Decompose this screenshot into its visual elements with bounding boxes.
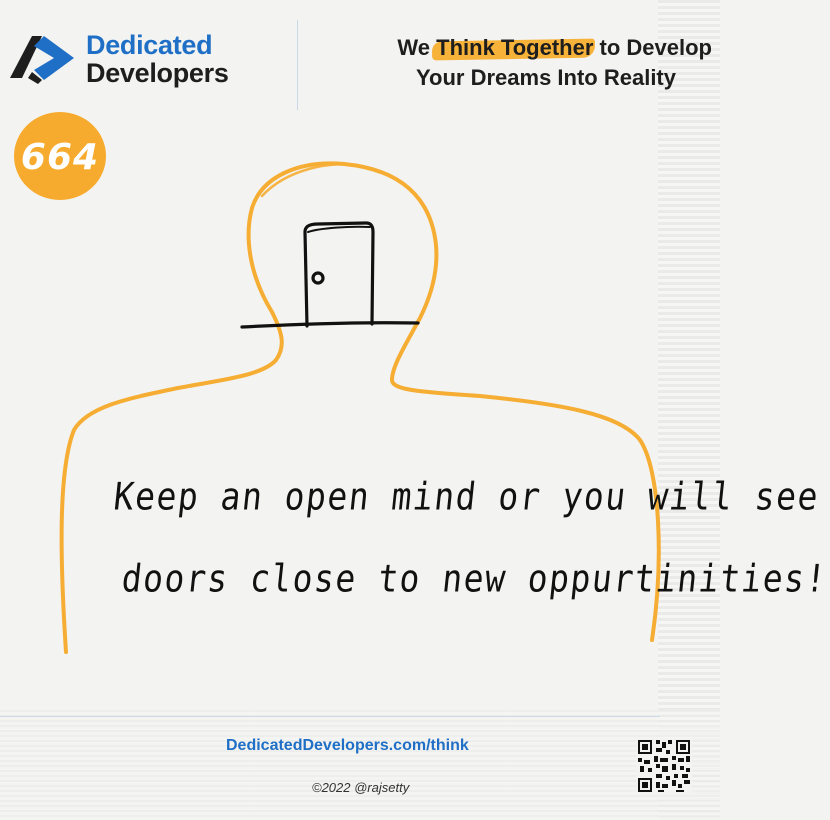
copyright-text: ©2022 @rajsetty [312,780,410,795]
tagline-pre: We [397,35,431,60]
footer-url-link[interactable]: DedicatedDevelopers.com/think [226,737,469,754]
brand-name-line1: Dedicated [86,30,213,60]
door-knob-icon [313,273,323,283]
tagline-line2: Your Dreams Into Reality [416,65,676,90]
ground-line [242,323,418,327]
brand-name-line2: Developers [86,58,229,88]
qr-code-icon[interactable] [636,738,692,794]
napkin-texture-bottom [0,710,720,820]
quote-line1: Keep an open mind or you will see [111,474,822,519]
issue-number: 664 [20,136,100,178]
footer-divider [0,716,660,717]
quote-line2: doors close to new oppurtinities! [119,556,830,601]
tagline-post: to Develop [599,35,712,60]
tagline-highlight: Think Together [436,33,593,63]
